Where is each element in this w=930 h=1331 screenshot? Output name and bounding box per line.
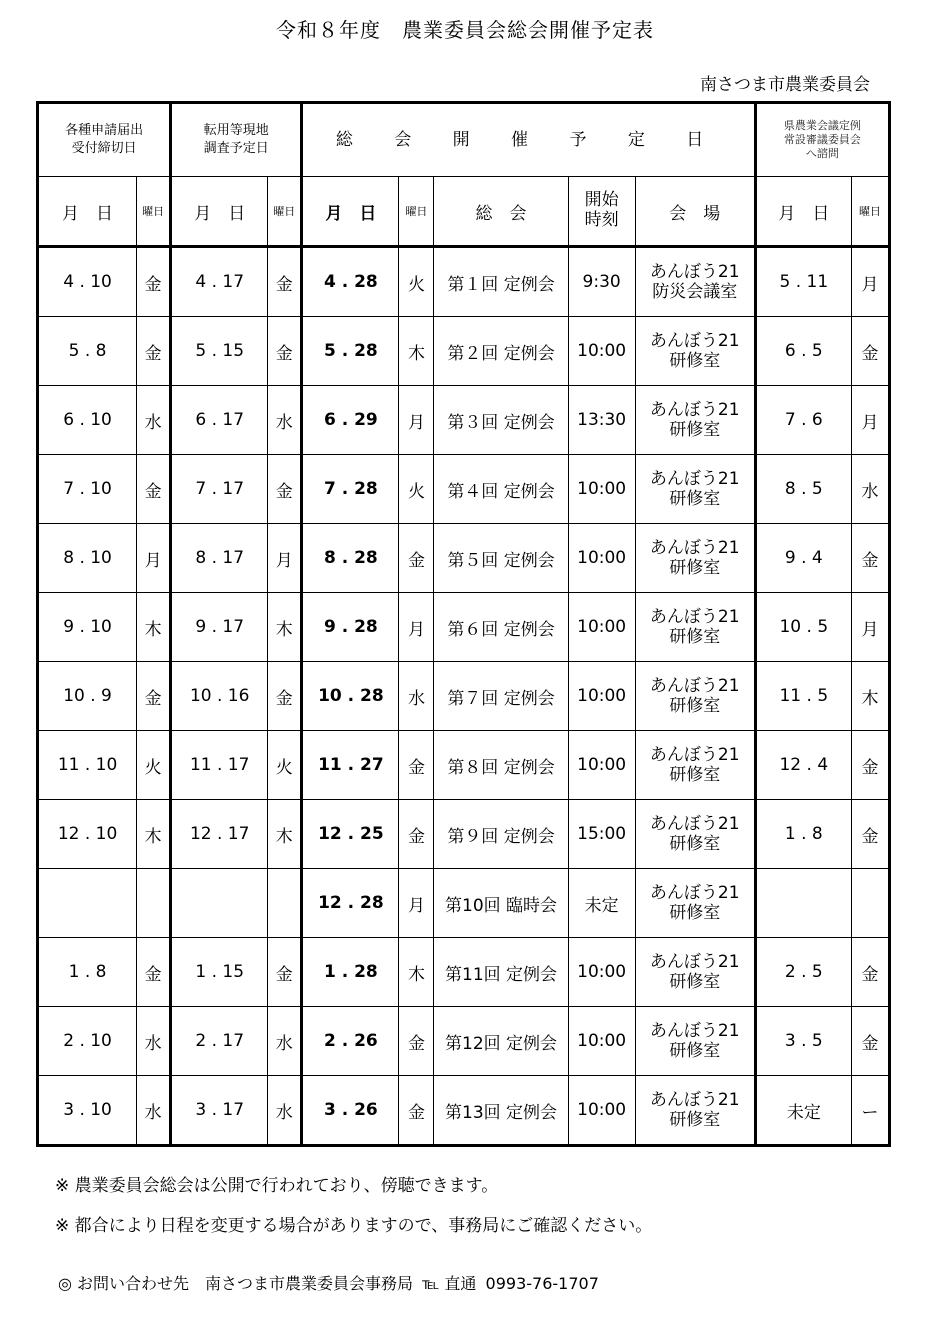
cell-prefecture-date: 5 . 11 [755, 247, 851, 317]
cell-start-time: 15:00 [568, 800, 635, 869]
cell-start-time: 10:00 [568, 317, 635, 386]
cell-prefecture-date: 1 . 8 [755, 800, 851, 869]
cell-deadline-date: 12 . 10 [38, 800, 137, 869]
cell-meeting-dow: 金 [399, 800, 434, 869]
cell-survey-date: 6 . 17 [171, 386, 268, 455]
cell-session: 第５回 定例会 [434, 524, 568, 593]
cell-meeting-date: 6 . 29 [302, 386, 399, 455]
cell-deadline-date: 8 . 10 [38, 524, 137, 593]
header-survey [171, 103, 302, 177]
table-row [38, 731, 890, 800]
cell-meeting-date: 12 . 25 [302, 800, 399, 869]
cell-meeting-date: 4 . 28 [302, 247, 399, 317]
cell-venue: あんぼう21 防災会議室 [635, 247, 755, 317]
cell-session: 第12回 定例会 [434, 1007, 568, 1076]
cell-deadline-date: 6 . 10 [38, 386, 137, 455]
cell-prefecture-dow: 月 [851, 386, 889, 455]
schedule-body [38, 247, 890, 1146]
col-venue: 会 場 [635, 177, 755, 247]
cell-prefecture-dow: 月 [851, 247, 889, 317]
cell-deadline-date: 11 . 10 [38, 731, 137, 800]
cell-prefecture-dow: 金 [851, 524, 889, 593]
cell-prefecture-dow: 水 [851, 455, 889, 524]
cell-prefecture-date: 3 . 5 [755, 1007, 851, 1076]
cell-survey-date: 11 . 17 [171, 731, 268, 800]
header-prefecture-text: 県農業会議定例 常設審議委員会 へ諮問 [783, 119, 861, 160]
cell-prefecture-date: 9 . 4 [755, 524, 851, 593]
contact-phone: 0993-76-1707 [485, 1274, 599, 1293]
cell-survey-dow: 木 [268, 593, 302, 662]
cell-prefecture-date: 6 . 5 [755, 317, 851, 386]
cell-start-time: 10:00 [568, 524, 635, 593]
col-deadline-date: 月 日 [38, 177, 137, 247]
header-deadline-text: 各種申請届出 受付締切日 [65, 123, 144, 156]
cell-prefecture-date [755, 869, 851, 938]
cell-start-time: 9:30 [568, 247, 635, 317]
cell-prefecture-date: 未定 [755, 1076, 851, 1146]
cell-survey-date: 10 . 16 [171, 662, 268, 731]
cell-meeting-dow: 火 [399, 455, 434, 524]
cell-meeting-dow: 火 [399, 247, 434, 317]
cell-deadline-date: 2 . 10 [38, 1007, 137, 1076]
schedule-table [36, 101, 891, 1147]
cell-meeting-dow: 月 [399, 869, 434, 938]
cell-survey-date: 5 . 15 [171, 317, 268, 386]
cell-session: 第２回 定例会 [434, 317, 568, 386]
cell-deadline-date: 9 . 10 [38, 593, 137, 662]
cell-survey-dow: 水 [268, 1007, 302, 1076]
table-row [38, 869, 890, 938]
col-survey-date: 月 日 [171, 177, 268, 247]
cell-survey-dow: 金 [268, 247, 302, 317]
cell-deadline-dow [137, 869, 171, 938]
sub-header-row [38, 177, 890, 247]
cell-meeting-dow: 木 [399, 317, 434, 386]
cell-prefecture-dow: ー [851, 1076, 889, 1146]
table-row [38, 1007, 890, 1076]
cell-venue: あんぼう21 研修室 [635, 800, 755, 869]
note-item: ※ 農業委員会総会は公開で行われており、傍聴できます。 [55, 1176, 499, 1196]
cell-survey-dow: 水 [268, 1076, 302, 1146]
cell-start-time: 10:00 [568, 938, 635, 1007]
cell-venue: あんぼう21 研修室 [635, 455, 755, 524]
cell-deadline-date: 7 . 10 [38, 455, 137, 524]
cell-survey-dow: 水 [268, 386, 302, 455]
cell-survey-dow: 火 [268, 731, 302, 800]
page-title: 令和８年度 農業委員会総会開催予定表 [276, 18, 654, 42]
cell-prefecture-dow: 金 [851, 800, 889, 869]
col-meeting-date: 月 日 [302, 177, 399, 247]
cell-session: 第７回 定例会 [434, 662, 568, 731]
cell-prefecture-date: 11 . 5 [755, 662, 851, 731]
cell-meeting-date: 12 . 28 [302, 869, 399, 938]
cell-venue: あんぼう21 研修室 [635, 731, 755, 800]
cell-start-time: 10:00 [568, 662, 635, 731]
cell-start-time: 10:00 [568, 455, 635, 524]
cell-prefecture-date: 2 . 5 [755, 938, 851, 1007]
cell-start-time: 13:30 [568, 386, 635, 455]
notes [55, 1166, 652, 1246]
cell-deadline-dow: 木 [137, 593, 171, 662]
table-row [38, 938, 890, 1007]
cell-venue: あんぼう21 研修室 [635, 593, 755, 662]
cell-prefecture-dow: 月 [851, 593, 889, 662]
cell-survey-date: 4 . 17 [171, 247, 268, 317]
cell-survey-dow: 金 [268, 662, 302, 731]
header-deadline [38, 103, 171, 177]
cell-meeting-date: 3 . 26 [302, 1076, 399, 1146]
cell-prefecture-date: 7 . 6 [755, 386, 851, 455]
col-meeting-dow: 曜日 [399, 177, 434, 247]
contact-tel-label: ℡ 直通 [422, 1274, 477, 1293]
cell-deadline-dow: 木 [137, 800, 171, 869]
cell-survey-date: 1 . 15 [171, 938, 268, 1007]
cell-session: 第３回 定例会 [434, 386, 568, 455]
table-row [38, 455, 890, 524]
table-row [38, 247, 890, 317]
cell-deadline-dow: 水 [137, 386, 171, 455]
note-item: ※ 都合により日程を変更する場合がありますので、事務局にご確認ください。 [55, 1216, 653, 1236]
cell-survey-date: 3 . 17 [171, 1076, 268, 1146]
cell-session: 第９回 定例会 [434, 800, 568, 869]
cell-meeting-dow: 木 [399, 938, 434, 1007]
cell-prefecture-dow: 金 [851, 731, 889, 800]
col-prefecture-dow: 曜日 [851, 177, 889, 247]
header-prefecture [755, 103, 889, 177]
cell-deadline-date [38, 869, 137, 938]
cell-prefecture-dow: 木 [851, 662, 889, 731]
cell-meeting-date: 10 . 28 [302, 662, 399, 731]
cell-start-time: 未定 [568, 869, 635, 938]
group-header-row [38, 103, 890, 177]
table-row [38, 662, 890, 731]
cell-survey-dow: 木 [268, 800, 302, 869]
col-prefecture-date: 月 日 [755, 177, 851, 247]
organization-name: 南さつま市農業委員会 [700, 75, 870, 95]
cell-session: 第４回 定例会 [434, 455, 568, 524]
cell-start-time: 10:00 [568, 731, 635, 800]
table-row [38, 386, 890, 455]
cell-survey-dow: 金 [268, 938, 302, 1007]
cell-survey-date [171, 869, 268, 938]
table-row [38, 593, 890, 662]
cell-session: 第６回 定例会 [434, 593, 568, 662]
cell-deadline-date: 10 . 9 [38, 662, 137, 731]
cell-meeting-date: 7 . 28 [302, 455, 399, 524]
cell-start-time: 10:00 [568, 1076, 635, 1146]
cell-meeting-date: 5 . 28 [302, 317, 399, 386]
cell-deadline-date: 5 . 8 [38, 317, 137, 386]
cell-deadline-dow: 金 [137, 317, 171, 386]
cell-survey-date: 2 . 17 [171, 1007, 268, 1076]
cell-venue: あんぼう21 研修室 [635, 317, 755, 386]
cell-venue: あんぼう21 研修室 [635, 662, 755, 731]
cell-survey-dow: 金 [268, 317, 302, 386]
cell-meeting-dow: 金 [399, 1007, 434, 1076]
cell-deadline-date: 1 . 8 [38, 938, 137, 1007]
cell-survey-date: 7 . 17 [171, 455, 268, 524]
cell-deadline-dow: 金 [137, 455, 171, 524]
cell-prefecture-dow: 金 [851, 317, 889, 386]
cell-venue: あんぼう21 研修室 [635, 524, 755, 593]
cell-survey-date: 12 . 17 [171, 800, 268, 869]
cell-session: 第11回 定例会 [434, 938, 568, 1007]
col-survey-dow: 曜日 [268, 177, 302, 247]
table-row [38, 524, 890, 593]
cell-survey-date: 9 . 17 [171, 593, 268, 662]
cell-deadline-dow: 金 [137, 938, 171, 1007]
contact-label: ◎ お問い合わせ先 南さつま市農業委員会事務局 [58, 1274, 414, 1293]
cell-prefecture-dow: 金 [851, 1007, 889, 1076]
col-deadline-dow: 曜日 [137, 177, 171, 247]
header-survey-text: 転用等現地 調査予定日 [203, 123, 269, 156]
cell-deadline-date: 4 . 10 [38, 247, 137, 317]
col-start-time-text: 開始 時刻 [584, 190, 619, 230]
cell-meeting-date: 9 . 28 [302, 593, 399, 662]
cell-deadline-dow: 月 [137, 524, 171, 593]
cell-meeting-dow: 月 [399, 593, 434, 662]
cell-prefecture-date: 8 . 5 [755, 455, 851, 524]
cell-session: 第10回 臨時会 [434, 869, 568, 938]
cell-meeting-dow: 金 [399, 731, 434, 800]
cell-venue: あんぼう21 研修室 [635, 938, 755, 1007]
cell-meeting-date: 1 . 28 [302, 938, 399, 1007]
cell-deadline-dow: 水 [137, 1007, 171, 1076]
cell-survey-dow: 月 [268, 524, 302, 593]
cell-prefecture-dow: 金 [851, 938, 889, 1007]
cell-prefecture-date: 10 . 5 [755, 593, 851, 662]
cell-prefecture-date: 12 . 4 [755, 731, 851, 800]
cell-meeting-dow: 金 [399, 524, 434, 593]
cell-deadline-date: 3 . 10 [38, 1076, 137, 1146]
cell-venue: あんぼう21 研修室 [635, 869, 755, 938]
cell-survey-dow: 金 [268, 455, 302, 524]
cell-meeting-dow: 水 [399, 662, 434, 731]
cell-start-time: 10:00 [568, 1007, 635, 1076]
cell-deadline-dow: 金 [137, 662, 171, 731]
cell-venue: あんぼう21 研修室 [635, 1007, 755, 1076]
table-row [38, 1076, 890, 1146]
cell-session: 第１回 定例会 [434, 247, 568, 317]
table-row [38, 800, 890, 869]
col-session: 総 会 [434, 177, 568, 247]
col-start-time [568, 177, 635, 247]
cell-session: 第13回 定例会 [434, 1076, 568, 1146]
cell-meeting-dow: 金 [399, 1076, 434, 1146]
cell-meeting-date: 8 . 28 [302, 524, 399, 593]
header-meeting: 総 会 開 催 予 定 日 [302, 103, 755, 177]
cell-prefecture-dow [851, 869, 889, 938]
cell-meeting-date: 2 . 26 [302, 1007, 399, 1076]
cell-venue: あんぼう21 研修室 [635, 1076, 755, 1146]
contact-info [58, 1271, 603, 1294]
cell-venue: あんぼう21 研修室 [635, 386, 755, 455]
cell-session: 第８回 定例会 [434, 731, 568, 800]
cell-deadline-dow: 水 [137, 1076, 171, 1146]
cell-survey-dow [268, 869, 302, 938]
cell-survey-date: 8 . 17 [171, 524, 268, 593]
cell-deadline-dow: 金 [137, 247, 171, 317]
cell-meeting-date: 11 . 27 [302, 731, 399, 800]
cell-meeting-dow: 月 [399, 386, 434, 455]
cell-deadline-dow: 火 [137, 731, 171, 800]
cell-start-time: 10:00 [568, 593, 635, 662]
table-row [38, 317, 890, 386]
